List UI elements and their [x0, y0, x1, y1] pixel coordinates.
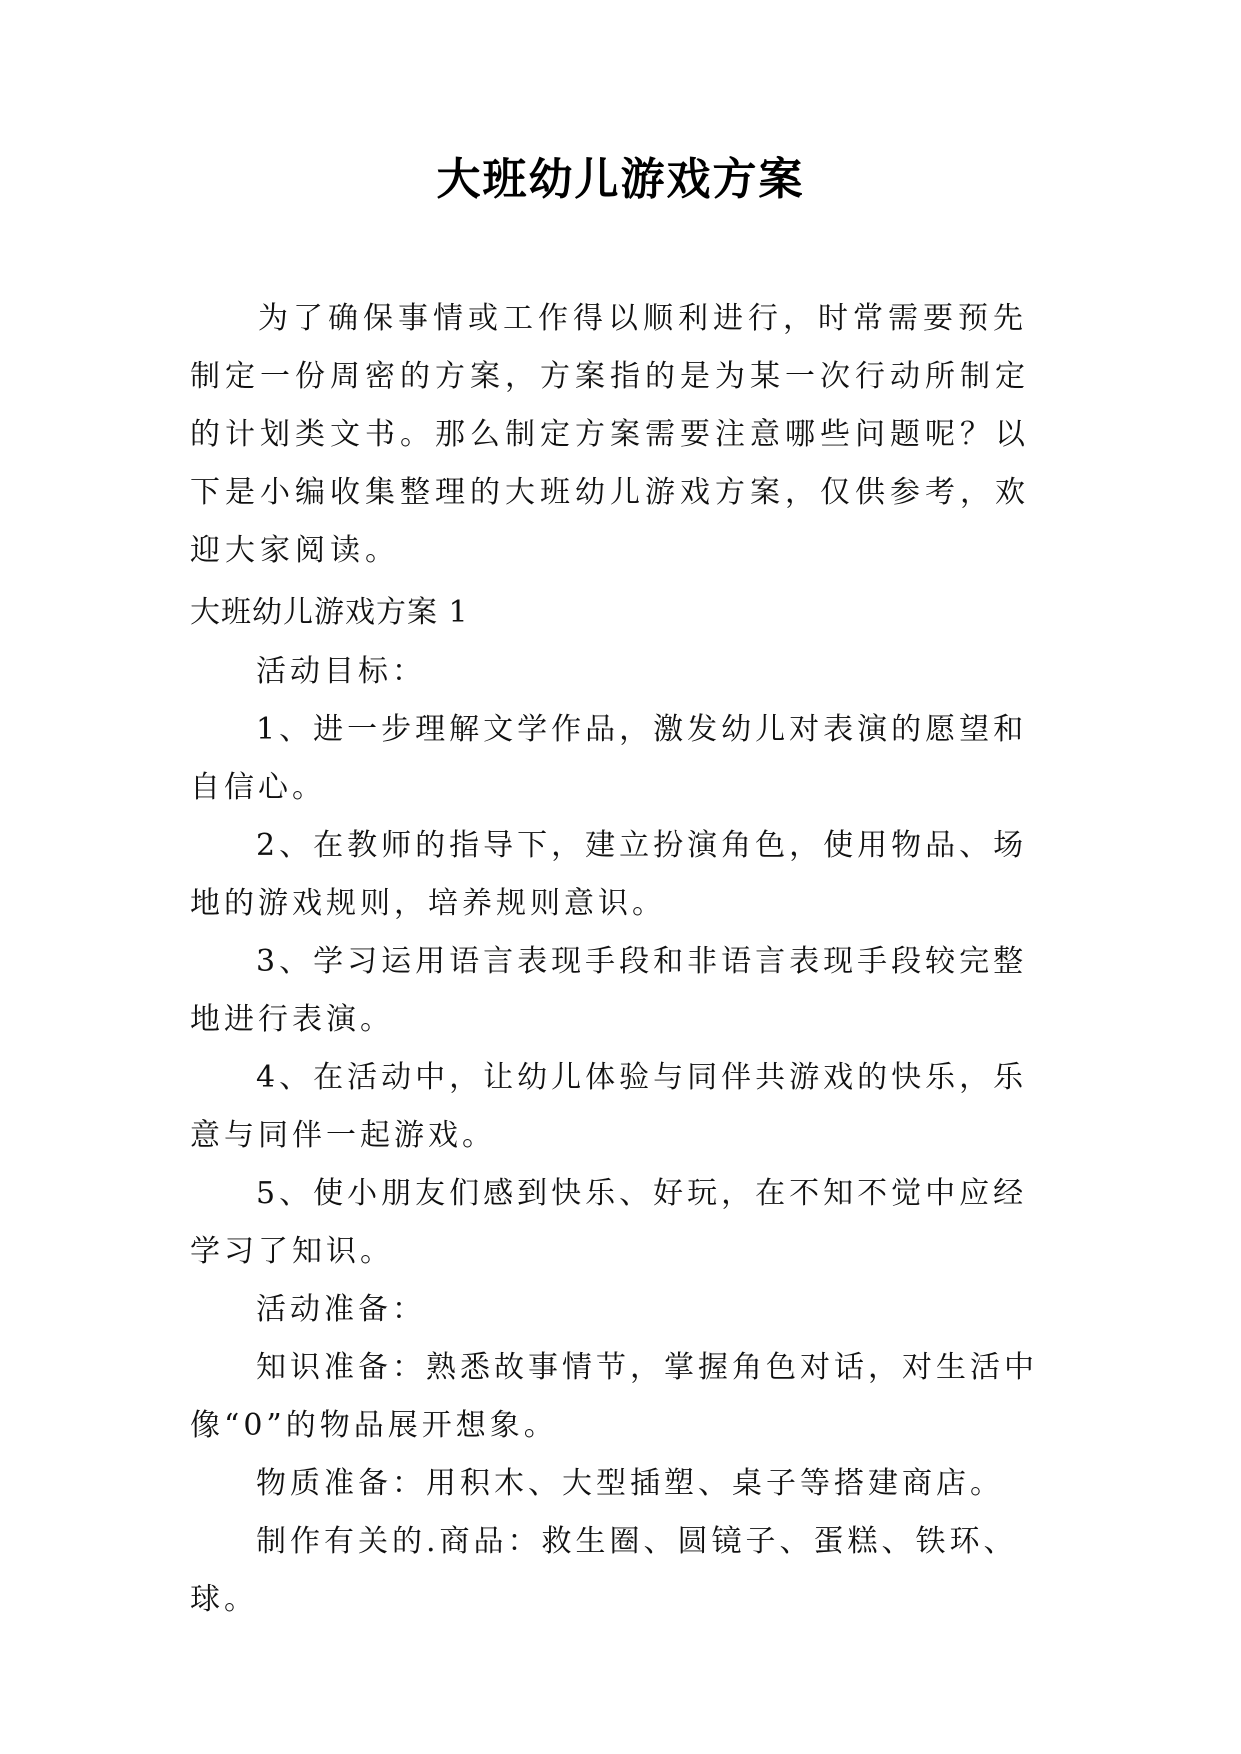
activity-goals-heading: 活动目标： [256, 654, 426, 689]
page-title: 大班幼儿游戏方案 [436, 154, 805, 205]
goods-list-paragraph: 制作有关的.商品：救生圈、圆镜子、蛋糕、铁环、球。 [190, 1524, 1018, 1617]
goal-item-2: 2、在教师的指导下，建立扮演角色，使用物品、场地的游戏规则，培养规则意识。 [190, 828, 1028, 921]
intro-paragraph: 为了确保事情或工作得以顺利进行，时常需要预先制定一份周密的方案，方案指的是为某一次行动所制定的计划类文书。那么制定方案需要注意哪些问题呢？以下是小编收集整理的大班幼儿游戏方案，仅供参考，欢迎大家阅读。 [190, 301, 1030, 568]
goal-item-5: 5、使小朋友们感到快乐、好玩，在不知不觉中应经学习了知识。 [190, 1176, 1028, 1269]
section-heading: 大班幼儿游戏方案 1 [190, 595, 469, 630]
goal-item-4: 4、在活动中，让幼儿体验与同伴共游戏的快乐，乐意与同伴一起游戏。 [190, 1060, 1028, 1153]
activity-prep-heading: 活动准备： [256, 1292, 426, 1327]
document-body [190, 583, 1050, 1629]
goal-item-3: 3、学习运用语言表现手段和非语言表现手段较完整地进行表演。 [190, 944, 1028, 1037]
goal-item-1: 1、进一步理解文学作品，激发幼儿对表演的愿望和自信心。 [190, 712, 1028, 805]
knowledge-prep-paragraph: 知识准备：熟悉故事情节，掌握角色对话，对生活中像“0”的物品展开想象。 [190, 1350, 1038, 1443]
material-prep-paragraph: 物质准备：用积木、大型插塑、桌子等搭建商店。 [256, 1466, 1004, 1501]
